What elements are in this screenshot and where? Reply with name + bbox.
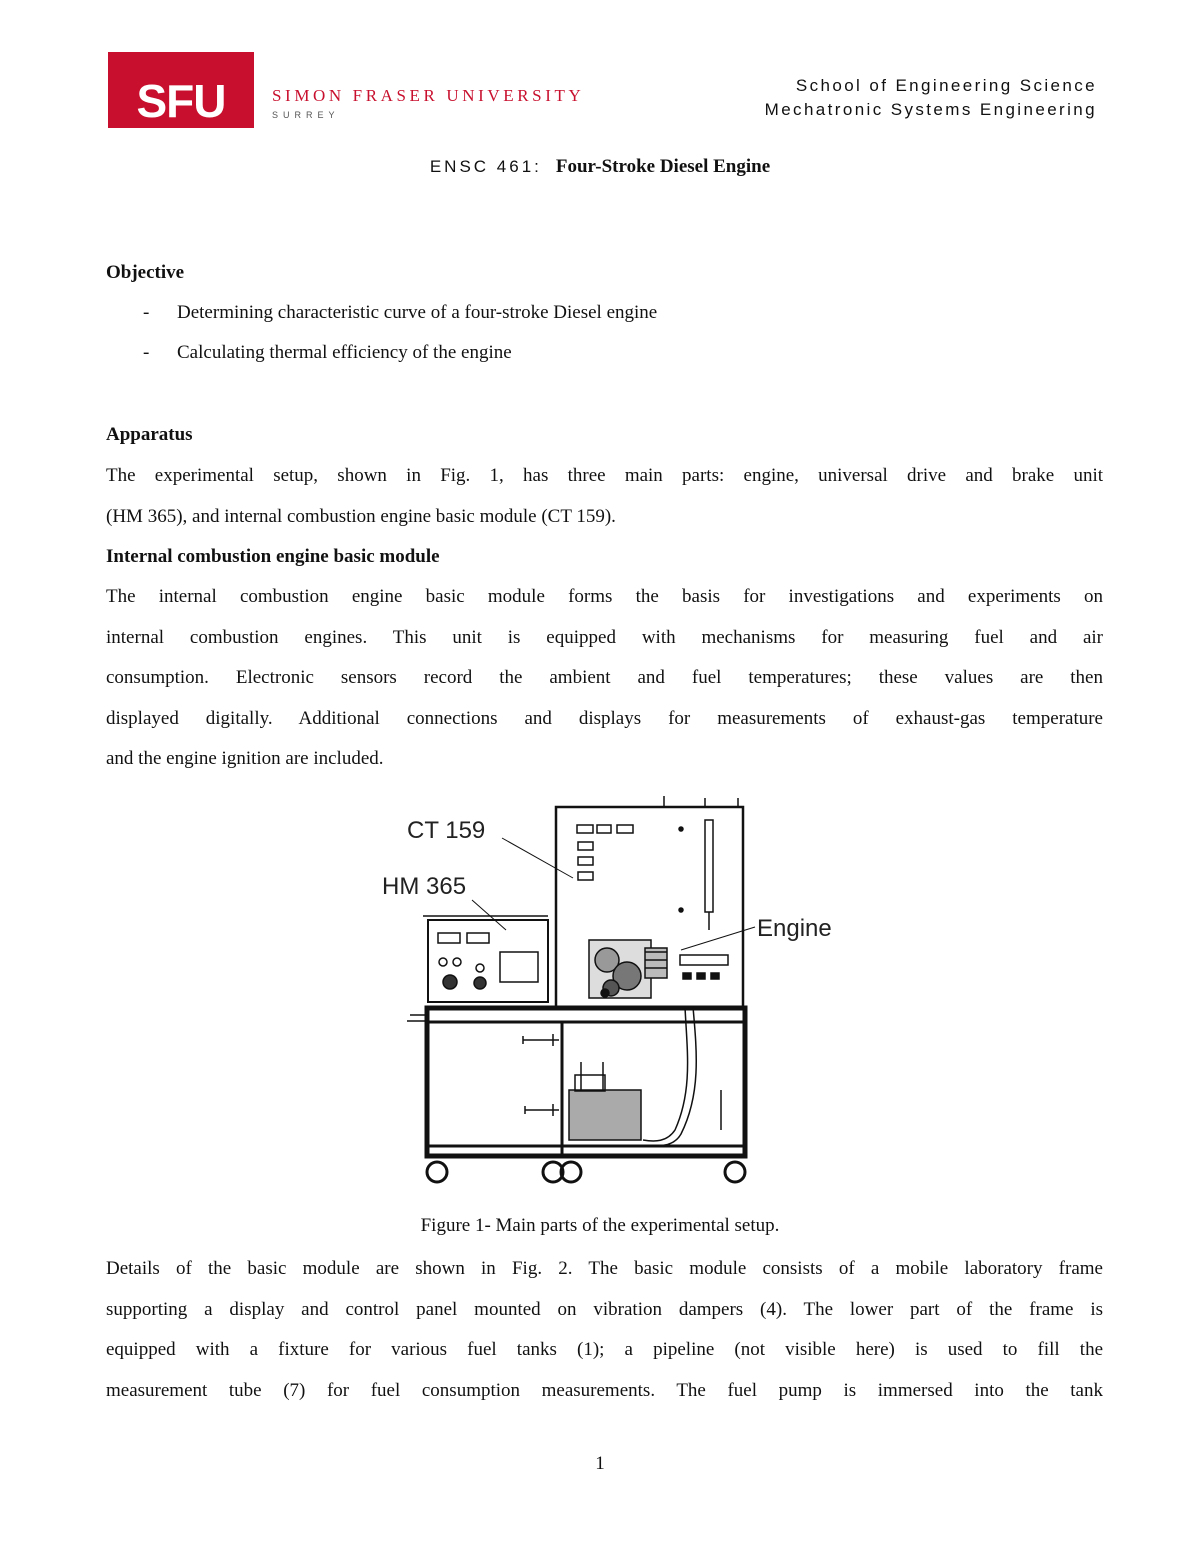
label-hm-365: HM 365 (382, 873, 467, 900)
figure-caption: Figure 1- Main parts of the experimental setup. (420, 1215, 780, 1236)
apparatus-intro (106, 456, 1103, 537)
module-line-2: internal combustion engines. This unit is equipped with mechanisms for measuring fuel and air (106, 626, 1103, 648)
module-line-5: and the engine ignition are included. (106, 748, 384, 769)
experimental-setup-figure (375, 790, 845, 1200)
details-line-2: supporting a display and control panel mounted on vibration dampers (4). The lower part of the frame is (106, 1298, 1103, 1320)
apparatus-intro-line-1: The experimental setup, shown in Fig. 1, has three main parts: engine, universal drive and brake unit (106, 465, 1103, 486)
label-ct-159: CT 159 (407, 817, 486, 844)
objective-heading: Objective (106, 262, 185, 283)
page-number: 1 (595, 1453, 605, 1474)
bullet-marker-2: - (143, 342, 150, 363)
details-line-4: measurement tube (7) for fuel consumption measurements. The fuel pump is immersed into the tank (106, 1379, 1103, 1401)
details-line-3: equipped with a fixture for various fuel tanks (1); a pipeline (not visible here) is used to fill the (106, 1339, 1103, 1360)
objective-item-1: Determining characteristic curve of a four-stroke Diesel engine (177, 302, 658, 323)
objective-item-2: Calculating thermal efficiency of the engine (177, 342, 512, 363)
details-line-1: Details of the basic module are shown in Fig. 2. The basic module consists of a mobile laboratory frame (106, 1258, 1103, 1279)
program-line-2: Mechatronic Systems Engineering (764, 100, 1097, 119)
document-title (0, 156, 1200, 178)
module-subheading: Internal combustion engine basic module (106, 546, 440, 567)
school-block (765, 74, 1097, 122)
module-line-4: displayed digitally. Additional connections and displays for measurements of exhaust-gas temperature (106, 707, 1103, 729)
apparatus-heading: Apparatus (106, 424, 193, 445)
label-engine: Engine (757, 915, 832, 942)
lab-name: Four-Stroke Diesel Engine (555, 156, 771, 177)
module-line-1: The internal combustion engine basic module forms the basis for investigations and experiments on (106, 586, 1103, 607)
setup-drawing (407, 796, 755, 1182)
bullet-marker-1: - (143, 302, 150, 323)
sfu-logo-text: SFU (136, 75, 226, 127)
sfu-logo (108, 52, 254, 128)
apparatus-intro-line-2: (HM 365), and internal combustion engine basic module (CT 159). (106, 505, 616, 527)
university-name: SIMON FRASER UNIVERSITY (272, 86, 585, 105)
module-line-3: consumption. Electronic sensors record the ambient and fuel temperatures; these values are then (106, 667, 1103, 688)
school-line-1: School of Engineering Science (795, 76, 1097, 95)
campus-name: SURREY (272, 110, 340, 120)
details-paragraph (106, 1249, 1103, 1411)
course-code: ENSC 461: (429, 157, 542, 176)
module-paragraph (106, 577, 1103, 780)
